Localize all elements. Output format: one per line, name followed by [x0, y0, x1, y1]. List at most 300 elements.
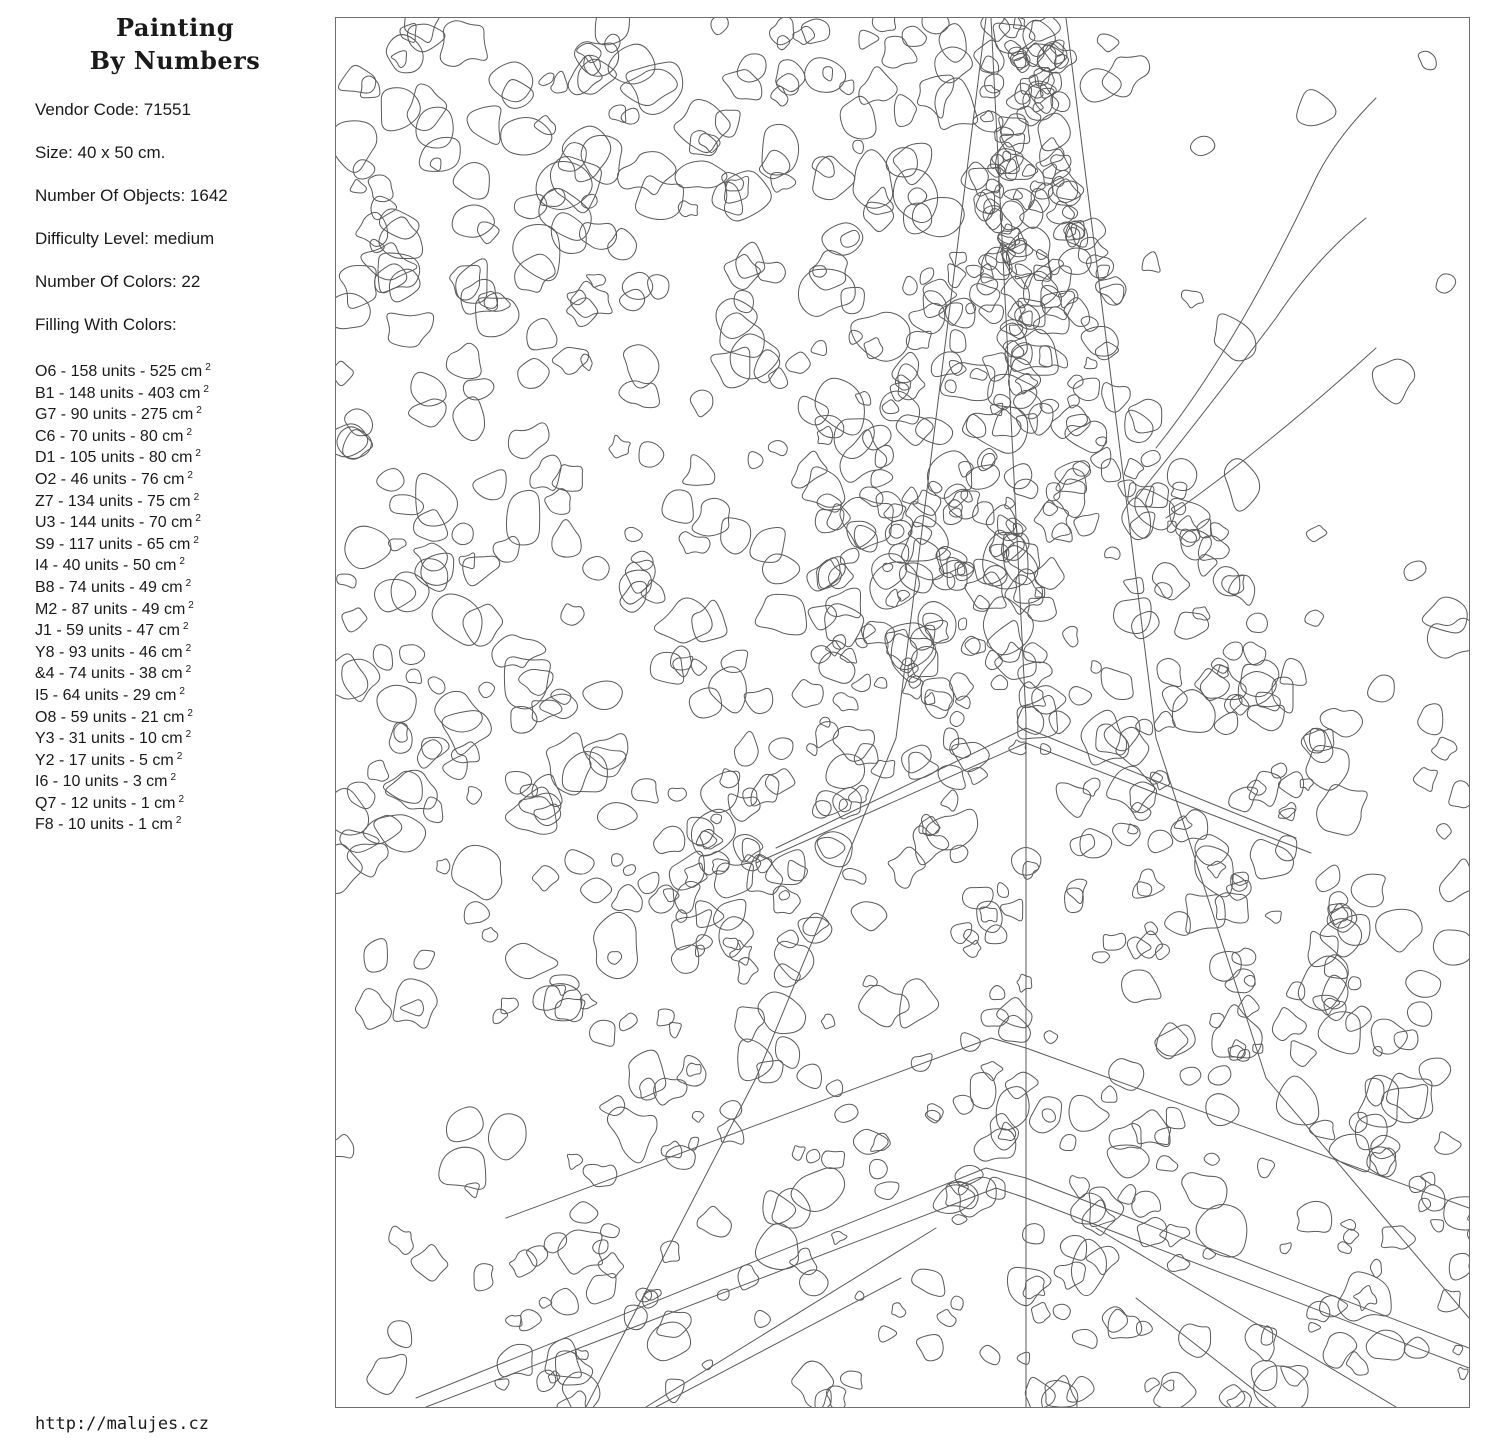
outline-region — [790, 1248, 817, 1275]
outline-region — [536, 162, 592, 210]
outline-region — [530, 455, 561, 490]
outline-region — [1279, 802, 1296, 818]
outline-region — [1214, 314, 1256, 361]
outline-region — [1101, 459, 1120, 482]
outline-region — [474, 1264, 493, 1291]
outline-region — [980, 1345, 1000, 1364]
outline-region — [568, 56, 602, 95]
outline-region — [552, 520, 581, 557]
outline-region — [506, 1315, 522, 1326]
outline-region — [766, 850, 806, 885]
outline-region — [489, 62, 533, 102]
outline-region — [1297, 90, 1336, 126]
outline-region — [980, 907, 997, 922]
outline-region — [735, 1007, 765, 1042]
outline-region — [1118, 1185, 1136, 1205]
outline-region — [1320, 1296, 1348, 1317]
outline-region — [1272, 1008, 1306, 1041]
outline-region — [1181, 529, 1212, 560]
outline-region — [400, 1000, 423, 1016]
outline-region — [1212, 1005, 1262, 1058]
outline-region — [1154, 1372, 1196, 1407]
outline-region — [501, 118, 552, 155]
outline-region — [1109, 1059, 1144, 1091]
outline-region — [944, 484, 967, 507]
outline-region — [815, 832, 852, 867]
outline-region — [669, 1022, 681, 1037]
outline-region — [1039, 346, 1067, 368]
outline-region — [597, 803, 637, 830]
outline-region — [1307, 1301, 1330, 1321]
outline-region — [776, 74, 798, 95]
outline-region — [1142, 252, 1160, 272]
outline-region — [1155, 1025, 1195, 1056]
outline-region — [888, 847, 925, 888]
outline-region — [411, 372, 446, 406]
squared-mark: 2 — [175, 815, 182, 827]
outline-region — [734, 290, 753, 312]
outline-region — [577, 43, 601, 62]
outline-region — [518, 358, 549, 388]
outline-region — [1124, 578, 1144, 594]
outline-region — [364, 939, 388, 973]
outline-region — [811, 340, 826, 355]
outline-region — [979, 305, 1004, 324]
outline-region — [1080, 69, 1121, 102]
color-entry: Y8 - 93 units - 46 cm — [35, 643, 183, 661]
outline-region — [840, 548, 859, 564]
outline-region — [996, 1087, 1029, 1130]
outline-region — [1072, 1329, 1097, 1348]
outline-region — [1404, 561, 1426, 581]
outline-region — [544, 1233, 567, 1253]
outline-region — [1068, 375, 1083, 388]
outline-region — [414, 950, 435, 969]
outline-region — [692, 1111, 704, 1122]
outline-region — [1113, 823, 1141, 845]
outline-region — [1122, 970, 1161, 1003]
outline-region — [1157, 658, 1182, 686]
outline-region — [1132, 1191, 1161, 1217]
outline-region — [1097, 34, 1119, 52]
outline-region — [978, 449, 998, 471]
outline-region — [428, 677, 445, 694]
outline-region — [683, 455, 715, 486]
outline-region — [1029, 1097, 1061, 1133]
outline-region — [1091, 661, 1101, 673]
outline-region — [336, 121, 377, 173]
outline-region — [1323, 1333, 1357, 1369]
outline-region — [383, 771, 422, 803]
outline-region — [338, 65, 375, 93]
outline-region — [1101, 668, 1133, 700]
outline-region — [571, 281, 613, 317]
outline-region — [687, 817, 714, 845]
color-entry: Q7 - 12 units - 1 cm — [35, 794, 176, 812]
info-sidebar — [0, 0, 320, 1453]
outline-region — [1449, 1253, 1469, 1280]
outline-region — [981, 1009, 1008, 1026]
outline-region — [1163, 1380, 1174, 1391]
outline-region — [987, 621, 1023, 663]
outline-region — [985, 925, 1007, 944]
color-row — [35, 724, 211, 746]
outline-region — [981, 453, 995, 469]
outline-region — [1009, 740, 1026, 755]
outline-region — [1228, 1046, 1245, 1061]
outline-region — [497, 1344, 532, 1376]
squared-mark: 2 — [185, 642, 192, 654]
outline-region — [840, 430, 887, 482]
outline-region — [479, 682, 495, 697]
outline-region — [370, 239, 384, 252]
outline-region — [973, 502, 995, 525]
outline-region — [336, 1134, 354, 1158]
outline-region — [992, 410, 1021, 437]
outline-region — [355, 989, 391, 1030]
outline-region — [696, 829, 722, 849]
outline-region — [532, 700, 562, 722]
outline-region — [367, 1354, 407, 1394]
outline-region — [1070, 834, 1095, 855]
outline-region — [867, 187, 894, 214]
outline-region — [1219, 1385, 1245, 1407]
outline-region — [583, 557, 610, 581]
outline-region — [817, 837, 845, 858]
outline-region — [587, 274, 606, 287]
outline-region — [1206, 1094, 1239, 1126]
outline-region — [1044, 1031, 1058, 1044]
outline-region — [565, 850, 594, 874]
outline-region — [495, 1379, 509, 1390]
outline-region — [416, 107, 453, 148]
outline-region — [906, 331, 931, 349]
outline-region — [1406, 970, 1441, 997]
outline-region — [912, 1269, 945, 1296]
outline-region — [882, 400, 899, 414]
outline-region — [501, 998, 518, 1014]
outline-region — [997, 883, 1008, 898]
outline-region — [755, 1310, 771, 1327]
outline-region — [648, 275, 669, 300]
outline-region — [723, 70, 762, 100]
outline-region — [1128, 483, 1154, 507]
canvas-size: Size: 40 x 50 cm. — [35, 143, 166, 162]
squared-mark: 2 — [187, 469, 193, 481]
outline-region — [950, 738, 971, 758]
outline-region — [711, 814, 722, 824]
outline-region — [650, 652, 683, 684]
outline-region — [337, 574, 356, 588]
outline-region — [443, 755, 468, 779]
outline-region — [1105, 547, 1121, 559]
color-entry: Y3 - 31 units - 10 cm — [35, 730, 183, 748]
color-entry: D1 - 105 units - 80 cm — [35, 449, 193, 467]
outline-region — [1162, 686, 1187, 712]
outline-region — [839, 799, 851, 812]
outline-region — [1052, 523, 1072, 542]
outline-region — [900, 979, 939, 1028]
outline-region — [798, 396, 828, 425]
outline-region — [1107, 1145, 1149, 1178]
outline-region — [1427, 618, 1469, 658]
outline-region — [378, 253, 420, 293]
squared-mark: 2 — [205, 362, 211, 373]
outline-region — [1316, 865, 1340, 892]
outline-region — [515, 254, 555, 292]
outline-region — [709, 667, 747, 713]
outline-region — [1145, 1378, 1160, 1392]
outline-region — [882, 36, 917, 68]
color-row — [35, 616, 211, 638]
outline-region — [339, 266, 376, 309]
outline-region — [620, 289, 645, 310]
outline-region — [1127, 937, 1151, 959]
outline-region — [956, 696, 971, 709]
outline-region — [985, 650, 1002, 669]
color-entry: Z7 - 134 units - 75 cm — [35, 492, 191, 510]
color-entry: M2 - 87 units - 49 cm — [35, 600, 186, 618]
outline-region — [473, 470, 506, 500]
outline-region — [417, 740, 442, 768]
outline-region — [505, 787, 557, 834]
outline-region — [1419, 1058, 1451, 1086]
outline-region — [871, 470, 893, 488]
outline-region — [1092, 952, 1109, 963]
outline-region — [621, 108, 639, 124]
outline-region — [638, 872, 659, 893]
outline-region — [728, 794, 760, 821]
outline-region — [435, 691, 483, 732]
outline-region — [1034, 558, 1064, 590]
outline-region — [1449, 781, 1469, 808]
outline-region — [748, 452, 763, 469]
outline-region — [1020, 200, 1043, 229]
outline-region — [826, 588, 861, 618]
outline-region — [755, 594, 806, 635]
color-row — [35, 810, 211, 832]
outline-region — [390, 495, 424, 515]
outline-region — [1306, 526, 1327, 542]
outline-region — [677, 1056, 706, 1087]
color-row — [35, 443, 211, 465]
outline-region — [1017, 974, 1032, 992]
outline-region — [768, 441, 787, 456]
outline-region — [1023, 861, 1039, 879]
outline-region — [894, 95, 916, 127]
outline-region — [689, 688, 721, 718]
outline-region — [883, 563, 893, 571]
outline-region — [1089, 1187, 1123, 1227]
outline-region — [1297, 1201, 1332, 1232]
outline-region — [855, 1291, 864, 1300]
outline-region — [1407, 1002, 1431, 1026]
outline-region — [1172, 690, 1215, 733]
outline-region — [508, 423, 549, 459]
outline-region — [1060, 1235, 1086, 1260]
girder-line — [656, 1278, 901, 1407]
outline-region — [1064, 298, 1089, 327]
outline-region — [965, 638, 985, 654]
outline-region — [1060, 1134, 1076, 1150]
outline-region — [557, 1391, 587, 1407]
outline-region — [1148, 830, 1173, 852]
outline-region — [1278, 772, 1303, 798]
outline-region — [608, 952, 622, 965]
outline-region — [715, 110, 740, 137]
outline-region — [562, 1372, 600, 1407]
outline-region — [440, 21, 487, 67]
outline-region — [800, 1270, 829, 1296]
outline-region — [1132, 611, 1160, 638]
outline-region — [991, 675, 1008, 689]
outline-region — [527, 318, 557, 349]
outline-region — [453, 397, 485, 441]
color-entry: F8 - 10 units - 1 cm — [35, 816, 173, 834]
outline-region — [1137, 882, 1152, 896]
page-title-line-1: Painting — [116, 13, 234, 42]
outline-region — [1032, 1303, 1051, 1323]
outline-region — [762, 554, 799, 584]
outline-region — [463, 379, 494, 400]
outline-region — [1084, 357, 1097, 368]
outline-region — [910, 625, 935, 650]
outline-region — [336, 293, 370, 328]
outline-region — [1200, 665, 1246, 700]
outline-region — [612, 885, 643, 912]
outline-region — [792, 451, 828, 488]
outline-region — [1175, 612, 1209, 639]
outline-region — [467, 106, 501, 144]
outline-region — [1238, 995, 1259, 1017]
outline-region — [488, 1114, 526, 1160]
outline-region — [654, 598, 712, 643]
outline-region — [692, 600, 727, 642]
color-row — [35, 379, 211, 401]
outline-region — [774, 941, 813, 980]
color-row — [35, 659, 211, 681]
outline-region — [774, 964, 800, 987]
outline-region — [1467, 1224, 1469, 1242]
girder-line — [646, 1228, 936, 1407]
outline-region — [990, 986, 1005, 1000]
color-entry: U3 - 144 units - 70 cm — [35, 514, 193, 532]
outline-region — [575, 1349, 588, 1359]
outline-region — [808, 605, 836, 630]
outline-region — [713, 899, 745, 930]
outline-region — [891, 634, 936, 683]
outline-region — [1128, 824, 1138, 834]
outline-region — [1083, 778, 1100, 796]
outline-region — [734, 732, 758, 767]
outline-region — [777, 930, 798, 948]
outline-region — [581, 878, 612, 903]
outline-region — [482, 928, 498, 942]
outline-region — [368, 760, 389, 781]
outline-region — [721, 650, 748, 672]
outline-region — [1124, 459, 1143, 479]
outline-region — [911, 1054, 932, 1072]
outline-region — [350, 180, 366, 193]
outline-region — [479, 292, 498, 309]
outline-region — [725, 176, 749, 203]
outline-region — [336, 788, 369, 835]
outline-region — [532, 866, 558, 891]
outline-region — [758, 992, 806, 1034]
outline-region — [769, 738, 793, 760]
squared-mark: 2 — [185, 664, 192, 676]
outline-region — [757, 1060, 783, 1082]
outline-region — [909, 752, 939, 779]
outline-region — [1028, 597, 1057, 621]
outline-region — [815, 378, 864, 435]
outline-region — [875, 1182, 899, 1200]
outline-region — [719, 917, 753, 958]
outline-region — [1001, 899, 1023, 921]
outline-region — [1054, 54, 1068, 68]
website-link[interactable]: http://malujes.cz — [35, 1414, 209, 1434]
outline-region — [551, 689, 571, 704]
outline-region — [813, 156, 855, 199]
outline-region — [432, 594, 482, 645]
outline-region — [840, 96, 876, 139]
outline-region — [1156, 1023, 1187, 1059]
color-entry: O6 - 158 units - 525 cm — [35, 363, 203, 380]
outline-region — [953, 1095, 973, 1114]
platform-upper — [776, 728, 1296, 848]
outline-region — [672, 910, 712, 950]
outline-region — [1067, 879, 1087, 903]
outline-region — [1210, 952, 1242, 982]
outline-region — [863, 202, 893, 231]
outline-region — [676, 910, 687, 923]
outline-region — [1366, 1330, 1405, 1360]
outline-region — [1186, 894, 1226, 933]
outline-region — [1063, 626, 1078, 647]
outline-region — [968, 768, 988, 785]
outline-region — [1432, 737, 1457, 760]
outline-region — [1261, 1326, 1273, 1345]
outline-region — [716, 299, 757, 339]
outline-region — [389, 1226, 414, 1254]
outline-region — [1348, 977, 1361, 990]
outline-region — [840, 1371, 862, 1389]
outline-region — [1190, 136, 1214, 155]
outline-region — [1317, 785, 1368, 836]
outline-region — [1130, 782, 1157, 813]
outline-region — [342, 608, 367, 632]
squared-mark: 2 — [196, 405, 202, 417]
outline-region — [1309, 1323, 1321, 1333]
outline-region — [1280, 659, 1306, 686]
outline-region — [1370, 1259, 1381, 1277]
outline-region — [833, 693, 858, 711]
outline-region — [608, 44, 655, 84]
outline-region — [336, 361, 353, 385]
outline-region — [611, 854, 623, 866]
outline-region — [738, 1039, 773, 1081]
outline-region — [519, 669, 553, 695]
outline-region — [373, 645, 392, 671]
outline-region — [1214, 712, 1237, 734]
outline-region — [452, 523, 473, 544]
outline-region — [1229, 575, 1255, 605]
outline-region — [974, 559, 1006, 584]
squared-mark: 2 — [188, 599, 194, 611]
outline-region — [892, 1303, 906, 1317]
outline-region — [1351, 874, 1385, 907]
outline-region — [1029, 189, 1050, 213]
